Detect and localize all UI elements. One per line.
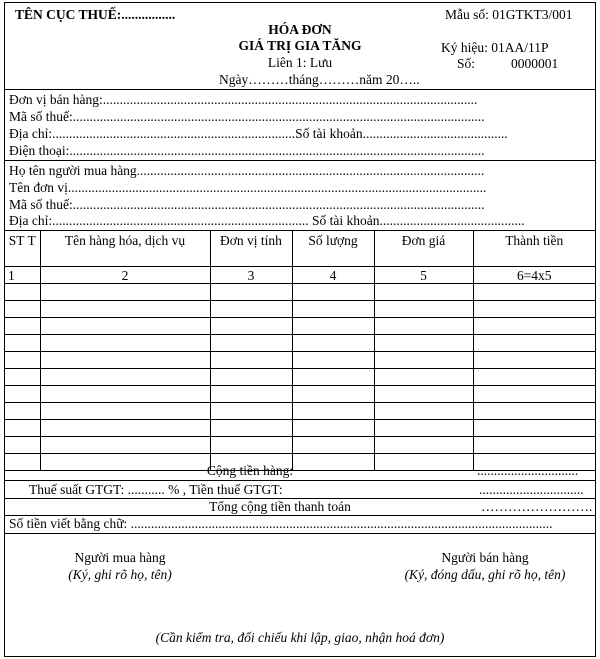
table-cell[interactable] (40, 386, 210, 403)
table-cell[interactable] (40, 437, 210, 454)
table-cell[interactable] (5, 352, 40, 369)
table-cell[interactable] (40, 318, 210, 335)
vat-rate-field[interactable]: Thuế suất GTGT: ........... % , Tiền thuế GTGT: (29, 482, 283, 497)
table-cell[interactable] (210, 369, 292, 386)
table-row[interactable] (5, 301, 595, 318)
table-cell[interactable] (40, 352, 210, 369)
table-cell[interactable] (374, 284, 473, 301)
invoice-number-label: Số: (457, 56, 476, 71)
seller-unit-field[interactable]: Đơn vị bán hàng:............................................................................................................... (9, 92, 478, 107)
table-cell[interactable] (5, 301, 40, 318)
table-cell[interactable] (292, 386, 374, 403)
buyer-unit-field[interactable]: Tên đơn vị............................................................................................................................ (9, 180, 487, 195)
table-cell[interactable] (40, 301, 210, 318)
table-header-row (5, 231, 595, 267)
serial-symbol: Ký hiệu: 01AA/11P (441, 40, 549, 55)
table-cell[interactable] (374, 386, 473, 403)
divider (5, 533, 595, 534)
table-cell[interactable] (473, 284, 595, 301)
form-code: Mẫu số: 01GTKT3/001 (445, 7, 573, 22)
table-cell[interactable] (292, 437, 374, 454)
invoice-date: Ngày………tháng………năm 20….. (219, 72, 420, 87)
table-cell[interactable] (374, 369, 473, 386)
column-header-unit: Đơn vị tính (210, 231, 292, 267)
table-cell[interactable] (473, 369, 595, 386)
seller-tax-code-field[interactable]: Mã số thuế:.......................................................................................................................... (9, 109, 485, 124)
items-table (5, 231, 595, 471)
column-number: 3 (210, 267, 292, 284)
buyer-signature-note: (Ký, ghi rõ họ, tên) (68, 567, 172, 582)
table-cell[interactable] (292, 301, 374, 318)
column-number: 5 (374, 267, 473, 284)
grand-total-field[interactable]: ……………………. (481, 499, 593, 514)
table-cell[interactable] (5, 454, 40, 471)
grand-total-label: Tổng cộng tiền thanh toán (209, 499, 351, 514)
table-cell[interactable] (40, 335, 210, 352)
column-number: 6=4x5 (473, 267, 595, 284)
table-cell[interactable] (210, 335, 292, 352)
table-cell[interactable] (374, 318, 473, 335)
table-cell[interactable] (374, 437, 473, 454)
table-cell[interactable] (210, 403, 292, 420)
table-row[interactable] (5, 284, 595, 301)
column-number: 1 (5, 267, 40, 284)
table-row[interactable] (5, 335, 595, 352)
table-cell[interactable] (473, 318, 595, 335)
table-cell[interactable] (210, 301, 292, 318)
buyer-address-field[interactable]: Địa chỉ:............................................................................ Số tài khoản........................................... (9, 213, 525, 228)
table-cell[interactable] (5, 335, 40, 352)
table-cell[interactable] (374, 352, 473, 369)
table-cell[interactable] (210, 420, 292, 437)
table-cell[interactable] (374, 454, 473, 471)
table-cell[interactable] (40, 403, 210, 420)
column-header-amount: Thành tiền (473, 231, 595, 267)
table-row[interactable] (5, 318, 595, 335)
table-cell[interactable] (292, 284, 374, 301)
buyer-name-field[interactable]: Họ tên người mua hàng....................................................................................................... (9, 163, 485, 178)
table-cell[interactable] (5, 420, 40, 437)
column-number: 2 (40, 267, 210, 284)
tax-department: TÊN CỤC THUẾ:................ (15, 7, 176, 22)
table-cell[interactable] (292, 403, 374, 420)
table-cell[interactable] (473, 386, 595, 403)
subtotal-label: Cộng tiền hàng: (206, 463, 294, 478)
table-cell[interactable] (5, 369, 40, 386)
subtotal-value-field[interactable]: .............................. (477, 463, 579, 478)
amount-in-words-field[interactable]: Số tiền viết bằng chữ: ............................................................................................................................. (9, 516, 553, 531)
table-cell[interactable] (374, 301, 473, 318)
table-cell[interactable] (473, 335, 595, 352)
column-header-goods: Tên hàng hóa, dịch vụ (40, 231, 210, 267)
table-cell[interactable] (5, 403, 40, 420)
table-cell[interactable] (5, 284, 40, 301)
table-cell[interactable] (374, 420, 473, 437)
table-row[interactable] (5, 369, 595, 386)
column-header-unit-price: Đơn giá (374, 231, 473, 267)
column-header-quantity: Số lượng (292, 231, 374, 267)
invoice-form (4, 2, 596, 657)
table-row[interactable] (5, 437, 595, 454)
table-cell[interactable] (5, 386, 40, 403)
invoice-number-value: 0000001 (511, 56, 559, 71)
buyer-tax-code-field[interactable]: Mã số thuế:.......................................................................................................................... (9, 197, 485, 212)
divider (5, 160, 595, 161)
seller-phone-field[interactable]: Điện thoại:........................................................................................................................... (9, 143, 485, 158)
column-number: 4 (292, 267, 374, 284)
table-cell[interactable] (374, 403, 473, 420)
table-cell[interactable] (5, 318, 40, 335)
table-cell[interactable] (292, 318, 374, 335)
table-cell[interactable] (292, 369, 374, 386)
vat-amount-field[interactable]: ............................... (479, 482, 584, 497)
table-cell[interactable] (473, 301, 595, 318)
divider (5, 89, 595, 90)
seller-address-field[interactable]: Địa chỉ:........................................................................Số tài khoản........................................... (9, 126, 508, 141)
table-cell[interactable] (473, 437, 595, 454)
table-cell[interactable] (292, 420, 374, 437)
table-cell[interactable] (40, 420, 210, 437)
table-cell[interactable] (210, 352, 292, 369)
table-cell[interactable] (210, 284, 292, 301)
copy-label: Liên 1: Lưu (267, 55, 333, 70)
seller-signature-note: (Ký, đóng dấu, ghi rõ họ, tên) (404, 567, 566, 582)
table-cell[interactable] (374, 335, 473, 352)
seller-signature-title: Người bán hàng (441, 550, 529, 565)
table-row[interactable] (5, 420, 595, 437)
table-row[interactable] (5, 403, 595, 420)
table-cell[interactable] (210, 318, 292, 335)
divider (5, 480, 595, 481)
column-number-row (5, 267, 595, 284)
table-cell[interactable] (210, 386, 292, 403)
table-row[interactable] (5, 352, 595, 369)
table-cell[interactable] (473, 352, 595, 369)
table-cell[interactable] (5, 437, 40, 454)
invoice-subtitle: GIÁ TRỊ GIA TĂNG (238, 38, 362, 53)
buyer-signature-title: Người mua hàng (74, 550, 166, 565)
table-row[interactable] (5, 386, 595, 403)
table-cell[interactable] (210, 437, 292, 454)
table-cell[interactable] (292, 352, 374, 369)
footer-note: (Cần kiểm tra, đối chiếu khi lập, giao, nhận hoá đơn) (155, 630, 445, 645)
invoice-title: HÓA ĐƠN (268, 22, 332, 37)
table-cell[interactable] (473, 403, 595, 420)
table-cell[interactable] (40, 369, 210, 386)
table-cell[interactable] (292, 335, 374, 352)
table-cell[interactable] (40, 284, 210, 301)
column-header-stt: ST T (5, 231, 40, 267)
table-cell[interactable] (473, 420, 595, 437)
